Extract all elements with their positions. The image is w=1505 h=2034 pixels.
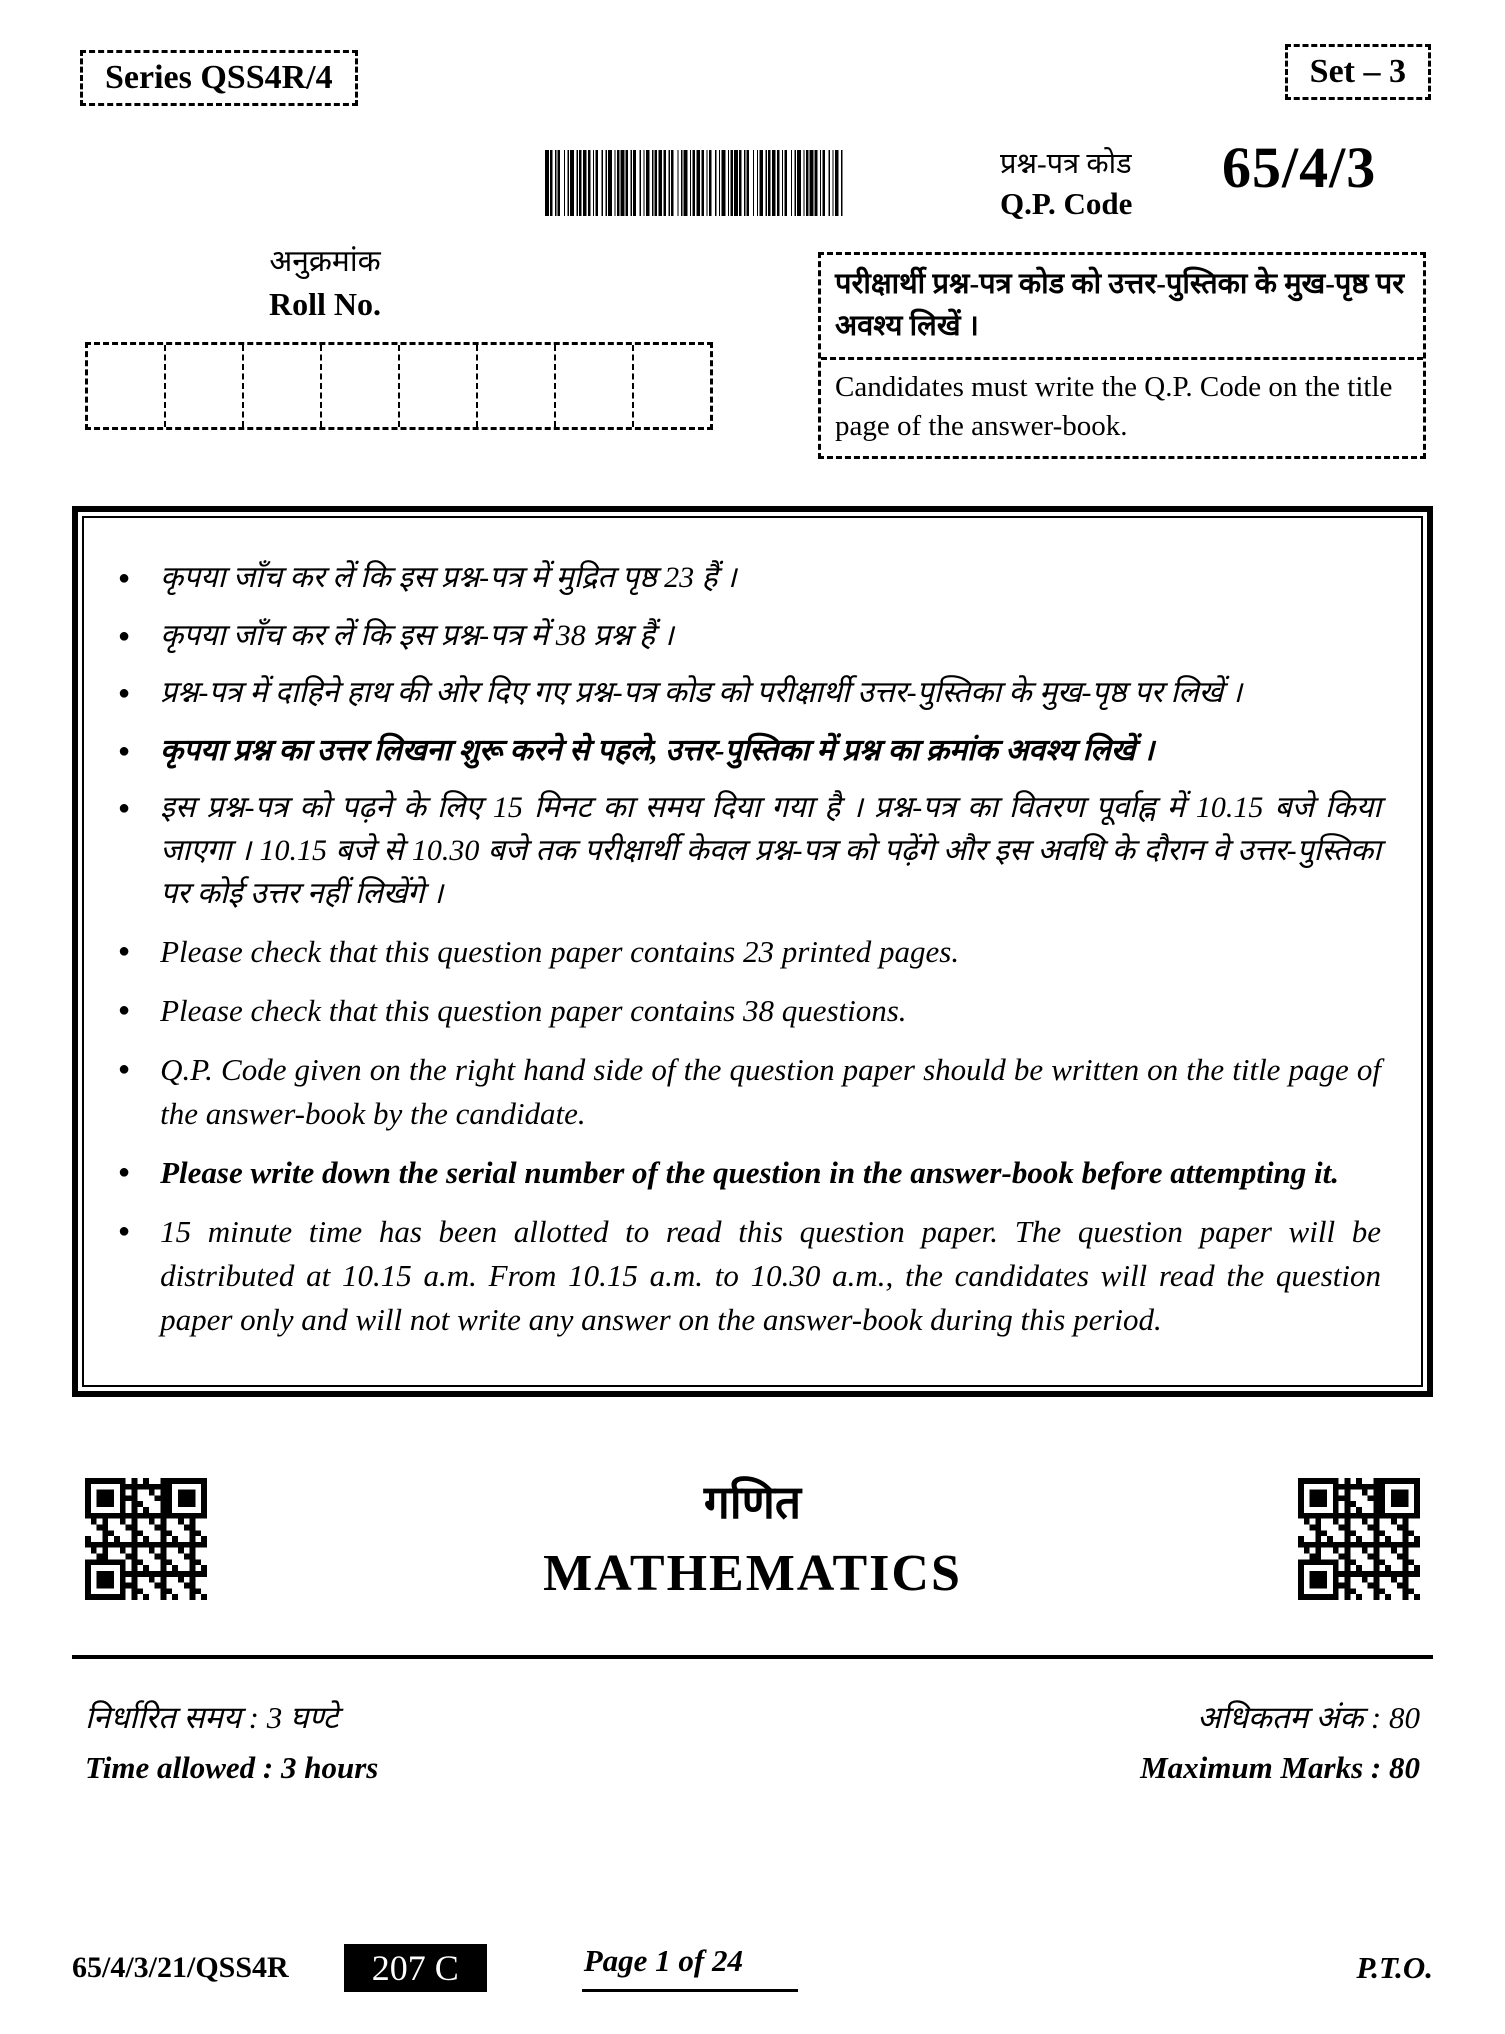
qr-code-right-icon: [1298, 1478, 1420, 1600]
instruction-item-english: [118, 989, 1381, 1033]
roll-cell: [554, 345, 632, 427]
instructions-hindi-list: [118, 557, 1381, 915]
page-footer: [72, 1943, 1433, 1992]
instruction-text: कृपया प्रश्न का उत्तर लिखना शुरू करने से पहले, उत्तर-पुस्तिका में प्रश्न का क्रमांक अवश्य लिखें ।: [160, 733, 1155, 767]
roll-cell: [164, 345, 242, 427]
qp-code-label-hindi: प्रश्न-पत्र कोड: [1000, 148, 1132, 180]
bullet-icon: ●: [118, 682, 131, 705]
qp-code-value: 65/4/3: [1222, 135, 1377, 200]
instruction-item-hindi: [118, 615, 1381, 658]
barcode-icon: [545, 150, 845, 216]
bullet-icon: ●: [118, 999, 131, 1022]
roll-no-label-hindi: अनुक्रमांक: [269, 245, 381, 278]
max-marks-block: [1140, 1693, 1420, 1792]
instruction-item-english: [118, 1048, 1381, 1136]
instruction-item-english: [118, 1151, 1381, 1195]
max-marks-english: Maximum Marks : 80: [1140, 1750, 1420, 1786]
bullet-icon: ●: [118, 624, 131, 647]
roll-no-label: [190, 242, 460, 326]
general-instructions-inner: [82, 516, 1423, 1387]
subject-titles: [207, 1475, 1298, 1603]
bullet-icon: ●: [118, 940, 131, 963]
subject-title-hindi: गणित: [703, 1477, 802, 1529]
qr-code-left-icon: [85, 1478, 207, 1600]
paper-header: [0, 0, 1505, 478]
roll-cell: [88, 345, 164, 427]
exam-meta-row: [85, 1693, 1420, 1792]
bullet-icon: ●: [118, 797, 131, 820]
qp-code-note-english: Candidates must write the Q.P. Code on the title page of the answer-book.: [835, 371, 1393, 443]
bullet-icon: ●: [118, 1058, 131, 1081]
instruction-text: Please check that this question paper contains 38 questions.: [160, 993, 907, 1029]
instruction-item-hindi: [118, 787, 1381, 915]
general-instructions-box: [72, 506, 1433, 1397]
bullet-icon: ●: [118, 567, 131, 589]
footer-page-number: Page 1 of 24: [582, 1943, 798, 1992]
instruction-item-hindi: [118, 557, 1381, 600]
instructions-english-list: [118, 930, 1381, 1342]
roll-cell: [320, 345, 398, 427]
max-marks-hindi: अधिकतम अंक : 80: [1197, 1700, 1420, 1736]
footer-paper-code: 65/4/3/21/QSS4R: [72, 1950, 289, 1984]
subject-title-row: [85, 1475, 1420, 1603]
time-allowed-block: [85, 1693, 378, 1792]
instruction-text: इस प्रश्न-पत्र को पढ़ने के लिए 15 मिनट का समय दिया गया है । प्रश्न-पत्र का वितरण पूर्वाह्न में 10.15 बजे किया जाएगा । 10.15 बजे से 10.30 बजे तक परीक्षार्थी केवल प्रश्न-पत्र को पढ़ेंगे और इस अवधि के दौरान वे उत्तर-पुस्तिका पर कोई उत्तर नहीं लिखेंगे ।: [160, 791, 1381, 910]
instruction-text: Q.P. Code given on the right hand side of the question paper should be written on the title page of the answer-book by the candidate.: [160, 1052, 1381, 1132]
roll-number-boxes: [85, 342, 713, 430]
footer-pto-label: P.T.O.: [1356, 1949, 1433, 1985]
instruction-text: 15 minute time has been allotted to read this question paper. The question paper will be distributed at 10.15 a.m. From 10.15 a.m. to 10.30 a.m., the candidates will read the question paper only and will not write any answer on the answer-book during this period.: [160, 1214, 1381, 1338]
instruction-text: Please check that this question paper contains 23 printed pages.: [160, 934, 960, 970]
instruction-text: कृपया जाँच कर लें कि इस प्रश्न-पत्र में मुद्रित पृष्ठ 23 हैं ।: [160, 561, 737, 594]
instruction-item-english: [118, 930, 1381, 974]
roll-cell: [632, 345, 710, 427]
qp-code-label-english: Q.P. Code: [1000, 185, 1133, 221]
instruction-item-hindi: [118, 730, 1381, 773]
subject-title-english: MATHEMATICS: [543, 1545, 962, 1603]
footer-batch-badge: 207 C: [344, 1944, 487, 1992]
roll-no-label-english: Roll No.: [269, 285, 381, 322]
series-label: Series QSS4R/4: [80, 50, 358, 106]
qp-code-note-hindi: परीक्षार्थी प्रश्न-पत्र कोड को उत्तर-पुस्तिका के मुख-पृष्ठ पर अवश्य लिखें ।: [821, 255, 1423, 360]
instruction-item-english: [118, 1210, 1381, 1342]
roll-cell: [398, 345, 476, 427]
set-label: Set – 3: [1285, 44, 1431, 100]
qp-code-label: [1000, 146, 1132, 224]
time-allowed-hindi: निर्धारित समय : 3 घण्टे: [85, 1700, 339, 1736]
instruction-text: प्रश्न-पत्र में दाहिने हाथ की ओर दिए गए प्रश्न-पत्र कोड को परीक्षार्थी उत्तर-पुस्तिका के मुख-पृष्ठ पर लिखें ।: [160, 676, 1243, 710]
qp-code-note-box: [818, 252, 1426, 459]
instruction-item-hindi: [118, 672, 1381, 715]
bullet-icon: ●: [118, 739, 131, 762]
bullet-icon: ●: [118, 1220, 131, 1243]
time-allowed-english: Time allowed : 3 hours: [85, 1750, 379, 1786]
instruction-text: कृपया जाँच कर लें कि इस प्रश्न-पत्र में 38 प्रश्न हैं ।: [160, 618, 674, 652]
roll-cell: [242, 345, 320, 427]
bullet-icon: ●: [118, 1161, 131, 1184]
section-divider: [72, 1655, 1433, 1659]
roll-cell: [476, 345, 554, 427]
instruction-text: Please write down the serial number of the question in the answer-book before attempting it.: [160, 1155, 1340, 1191]
